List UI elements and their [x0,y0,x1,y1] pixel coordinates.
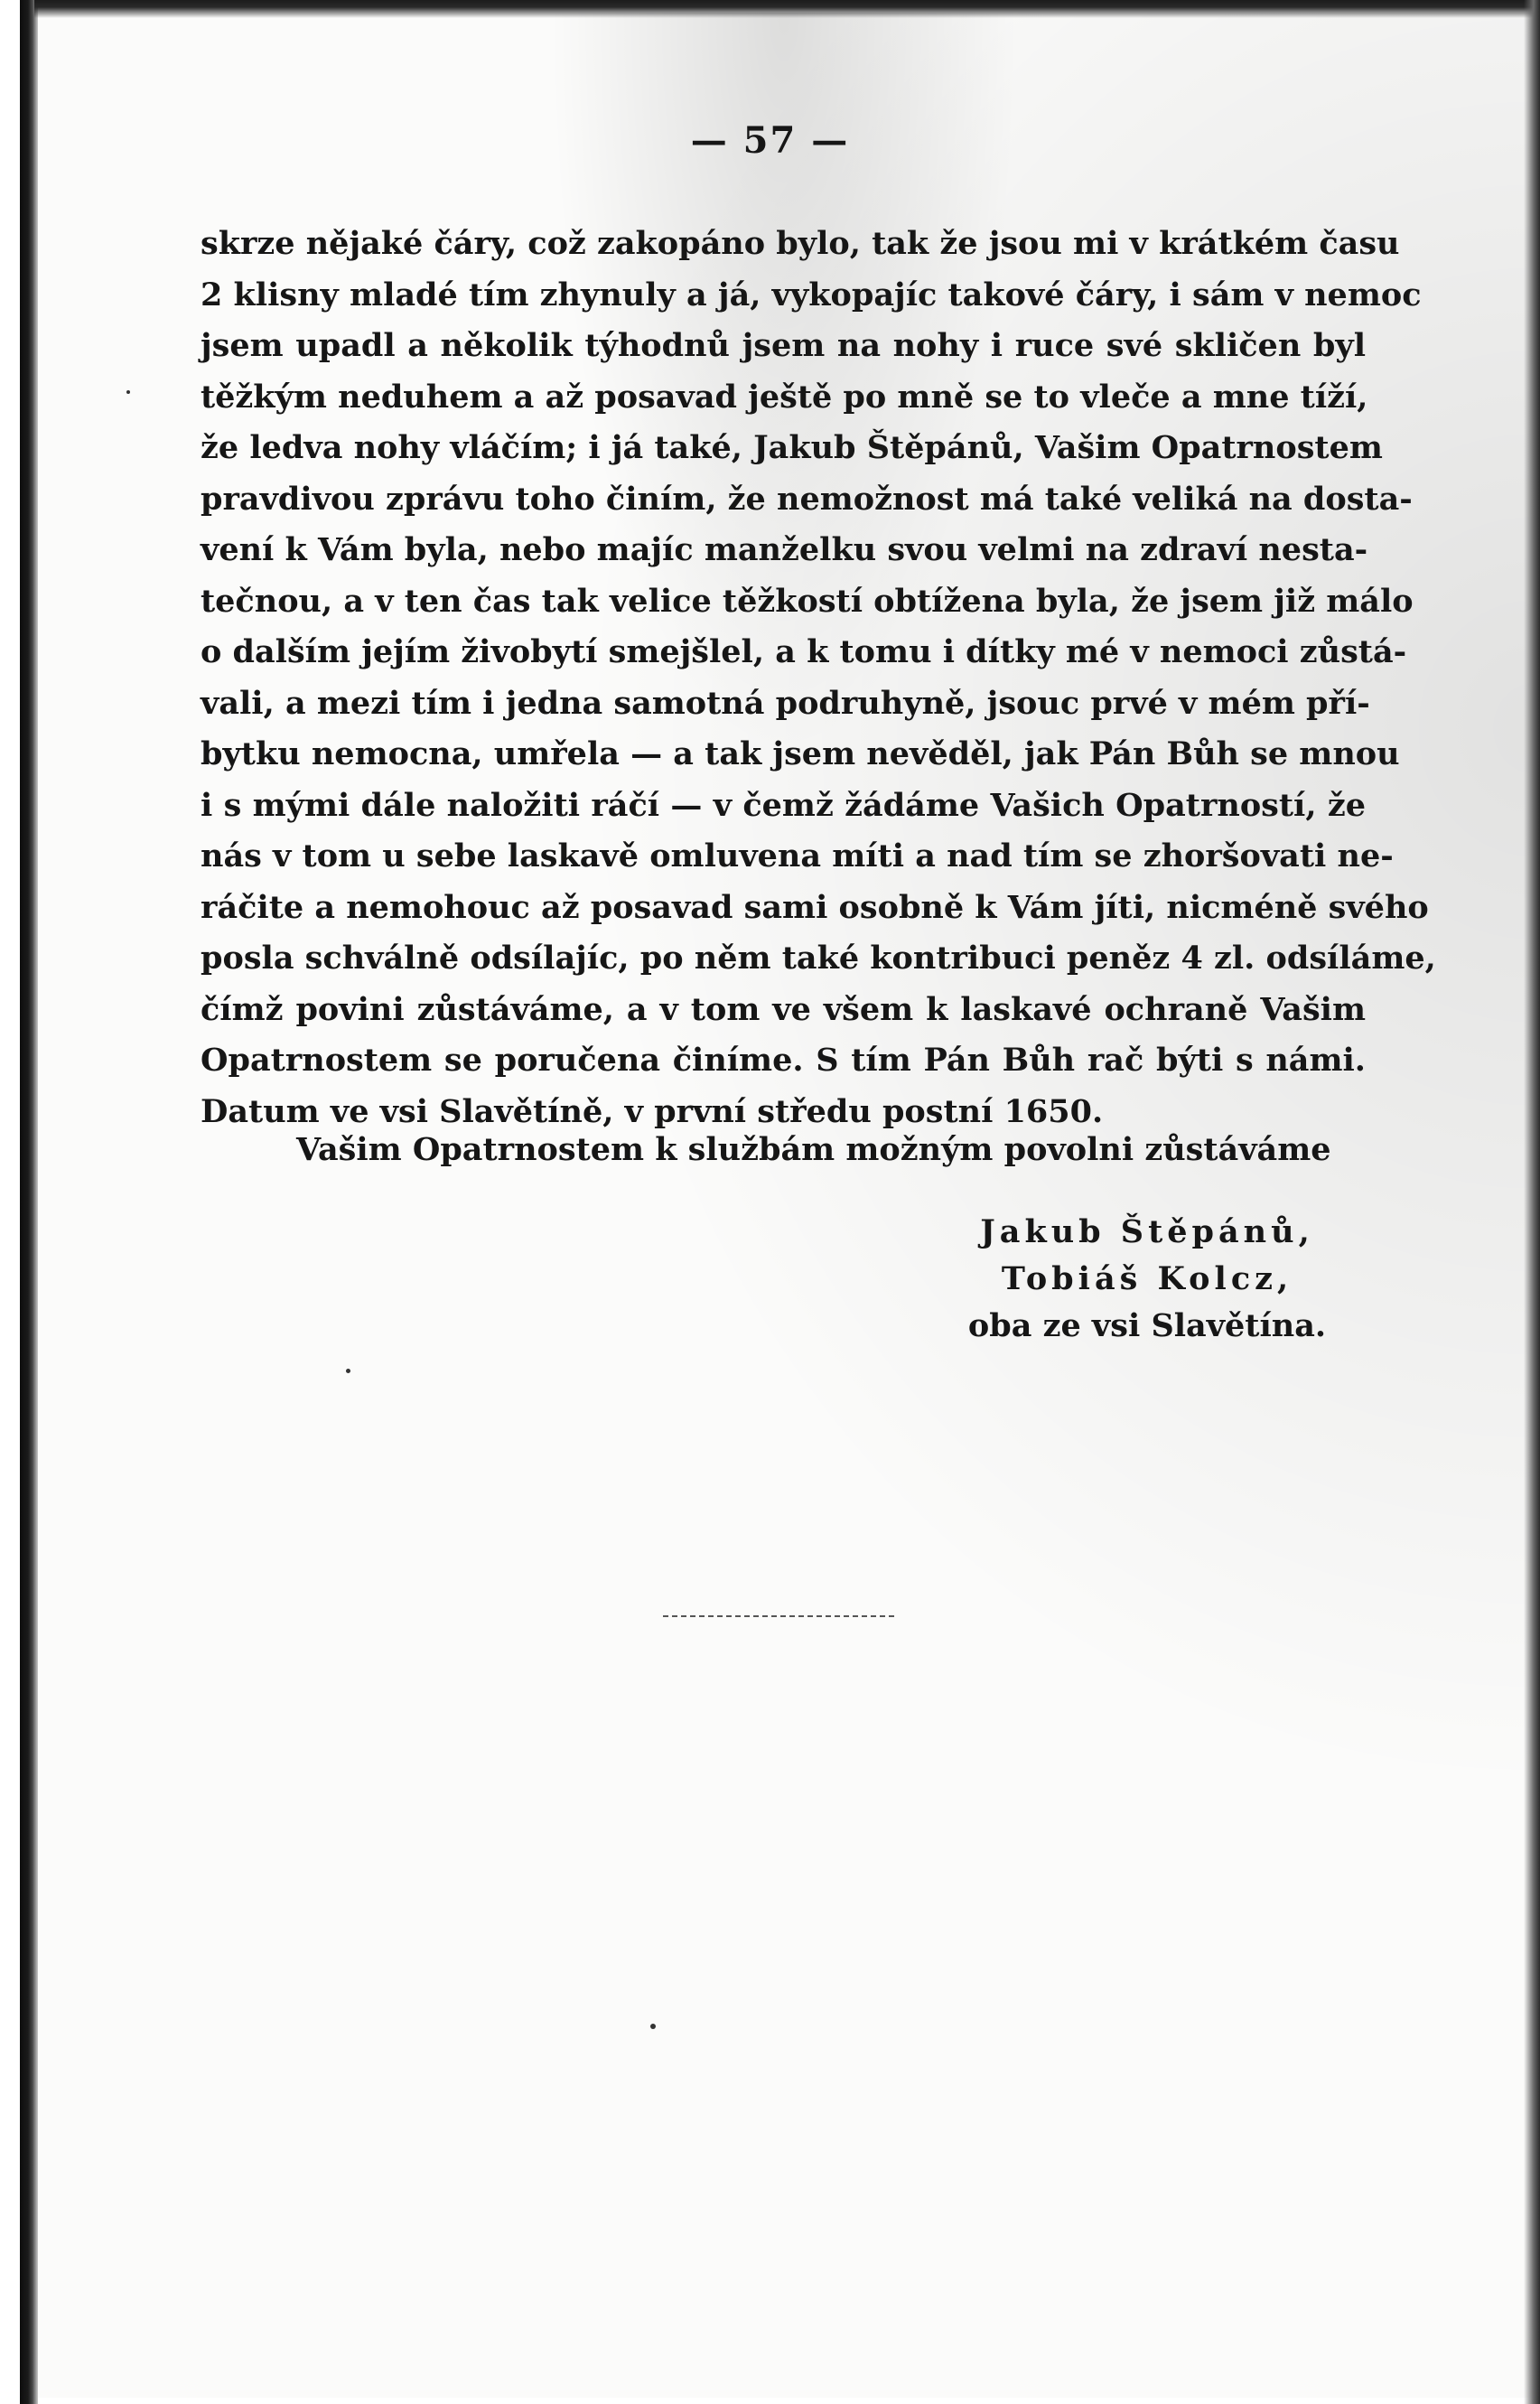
letter-line: vali, a mezi tím i jedna samotná podruhyně, jsouc prvé v mém pří- [201,684,1370,722]
letter-line: bytku nemocna, umřela — a tak jsem nevěděl, jak Pán Bůh se mnou [201,735,1400,772]
book-binding-edge [20,0,38,2404]
page-number: — 57 — [690,119,850,162]
letter-line: posla schválně odsílajíc, po něm také kontribuci peněz 4 zl. odsíláme, [201,940,1436,977]
letter-line: jsem upadl a několik týhodnů jsem na nohy i ruce své skličen byl [201,327,1366,364]
letter-line: tečnou, a v ten čas tak velice těžkostí obtížena byla, že jsem již málo [201,582,1414,620]
letter-line: skrze nějaké čáry, což zakopáno bylo, tak že jsou mi v krátkém času [201,225,1400,262]
letter-line: ráčite a nemohouc až posavad sami osobně k Vám jíti, nicméně svého [201,888,1429,926]
letter-line: i s mými dále naložiti ráčí — v čemž žádáme Vašich Opatrností, že [201,786,1366,824]
letter-line: čímž povini zůstáváme, a v tom ve všem k laskavé ochraně Vašim [201,990,1366,1028]
letter-line: pravdivou zprávu toho činím, že nemožnost má také veliká na dosta- [201,480,1413,518]
letter-closing: Vašim Opatrnostem k službám možným povolni zůstáváme [296,1131,1331,1168]
letter-line: těžkým neduhem a až posavad ještě po mně se to vleče a mne tíží, [201,378,1368,416]
letter-line-date: Datum ve vsi Slavětíně, v první středu postní 1650. [201,1092,1104,1130]
end-divider [663,1615,894,1617]
scan-speck [650,2024,656,2029]
page-top-edge [34,0,1540,18]
scan-margin [0,0,20,2404]
letter-body [201,219,1436,1137]
scan-speck [346,1369,350,1373]
letter-line: 2 klisny mladé tím zhynuly a já, vykopajíc takové čáry, i sám v nemoc [201,276,1422,313]
signature-name: Tobiáš Kolcz, [1001,1260,1293,1297]
signature-block [939,1209,1355,1350]
letter-line: Opatrnostem se poručena činíme. S tím Pán Bůh rač býti s námi. [201,1042,1366,1079]
scan-speck [126,390,130,394]
letter-line: vení k Vám byla, nebo majíc manželku svou velmi na zdraví nesta- [201,531,1368,568]
letter-line: o dalším jejím živobytí smejšlel, a k tomu i dítky mé v nemoci zůstá- [201,633,1407,670]
page-right-edge [1524,0,1540,2404]
letter-line: nás v tom u sebe laskavě omluvena míti a nad tím se zhoršovati ne- [201,837,1394,875]
letter-line: že ledva nohy vláčím; i já také, Jakub Štěpánů, Vašim Opatrnostem [201,429,1383,466]
signature-place: oba ze vsi Slavětína. [967,1307,1327,1344]
signature-name: Jakub Štěpánů, [980,1213,1314,1250]
